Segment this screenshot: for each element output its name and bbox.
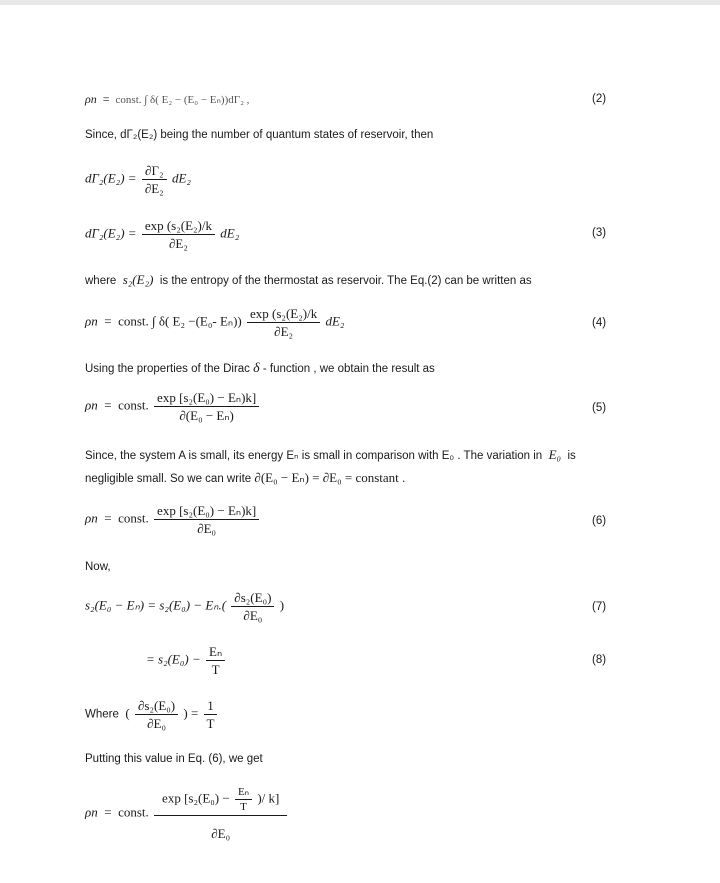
eq5-lhs: ρn bbox=[85, 397, 98, 413]
dirac-text-a: Using the properties of the Dirac bbox=[85, 363, 250, 375]
where-label: Where bbox=[85, 708, 119, 721]
paragraph-since-quantum-states: Since, dΓ₂(E₂) being the number of quantum states of reservoir, then bbox=[85, 129, 434, 141]
eq6-pre: const. bbox=[118, 510, 149, 526]
eq4-op: = bbox=[104, 313, 112, 329]
eq3-tail: dE₂ bbox=[220, 225, 240, 241]
paragraph-entropy bbox=[85, 272, 532, 288]
small-system-line2-text: negligible small. So we can write bbox=[85, 473, 252, 485]
final-inner-numerator: Eₙ bbox=[235, 786, 252, 800]
where-fraction-2 bbox=[204, 698, 218, 731]
final-numerator bbox=[154, 786, 287, 816]
paragraph-small-system-line1 bbox=[85, 447, 576, 463]
where-numerator-2: 1 bbox=[204, 698, 217, 715]
eq6-numerator: exp [s₂(E₀) − Eₙ)k] bbox=[154, 503, 259, 520]
final-inner-fraction bbox=[235, 786, 252, 813]
paragraph-dirac bbox=[85, 361, 435, 377]
eq7-tail: ) bbox=[279, 597, 285, 613]
eq2b-denominator: ∂E₂ bbox=[144, 181, 164, 196]
eq6-op: = bbox=[104, 510, 112, 526]
eq3-denominator: ∂E₂ bbox=[168, 236, 188, 251]
equation-number-3: (3) bbox=[592, 227, 607, 239]
final-num-pre: exp [s₂(E₀) − bbox=[162, 790, 230, 806]
eq2b-lhs: dΓ₂(E₂) = bbox=[85, 170, 137, 186]
eq8-lhs: = s₂(E₀) − bbox=[146, 651, 201, 667]
entropy-text: is the entropy of the thermostat as reservoir. The Eq.(2) can be written as bbox=[159, 275, 532, 287]
eq4-tail: dE₂ bbox=[325, 313, 345, 329]
eq2-lhs: ρn bbox=[85, 92, 97, 106]
equation-dgamma bbox=[85, 163, 191, 196]
eq5-numerator: exp [s₂(E₀) − Eₙ)k] bbox=[154, 390, 259, 407]
eq8-denominator: T bbox=[211, 662, 220, 677]
dirac-text-b: - function , we obtain the result as bbox=[262, 363, 435, 375]
eq2b-numerator: ∂Γ₂ bbox=[142, 163, 166, 180]
eq5-fraction bbox=[154, 390, 259, 423]
eq5-denominator: ∂(E₀ − Eₙ) bbox=[179, 408, 234, 423]
eq5-op: = bbox=[104, 397, 112, 413]
final-lhs: ρn bbox=[85, 804, 98, 820]
equation-7 bbox=[85, 590, 284, 623]
final-inner-denominator: T bbox=[240, 801, 247, 813]
equation-3 bbox=[85, 218, 239, 251]
inline-constant-equation: ∂(E₀ − Eₙ) = ∂E₀ = constant . bbox=[254, 470, 406, 485]
eq4-pre: const. ∫ δ( E₂ −(E₀- Eₙ)) bbox=[118, 313, 242, 329]
eq3-numerator: exp (s₂(E₂)/k bbox=[142, 218, 215, 235]
equation-number-4: (4) bbox=[592, 317, 607, 329]
eq7-fraction bbox=[231, 590, 274, 623]
equation-8 bbox=[146, 644, 227, 677]
paragraph-now: Now, bbox=[85, 561, 111, 573]
equation-6 bbox=[85, 503, 261, 536]
top-border bbox=[0, 0, 720, 5]
equation-number-8: (8) bbox=[592, 654, 607, 666]
final-fraction bbox=[154, 786, 287, 841]
eq8-numerator: Eₙ bbox=[206, 644, 225, 661]
eq8-fraction bbox=[206, 644, 225, 677]
where-mid: ) = bbox=[183, 705, 199, 721]
small-system-text: Since, the system A is small, its energy Eₙ is small in comparison with E₀ . The variation in bbox=[85, 450, 543, 462]
eq2-op: = bbox=[102, 92, 110, 106]
final-op: = bbox=[104, 804, 112, 820]
equation-number-2: (2) bbox=[592, 93, 607, 105]
paragraph-small-system-line2 bbox=[85, 470, 405, 486]
equation-number-7: (7) bbox=[592, 601, 607, 613]
equation-5 bbox=[85, 390, 261, 423]
equation-temperature-definition bbox=[85, 698, 220, 731]
eq6-lhs: ρn bbox=[85, 510, 98, 526]
where-denominator-2: T bbox=[206, 716, 215, 731]
eq4-lhs: ρn bbox=[85, 313, 98, 329]
entropy-where: where bbox=[85, 275, 117, 287]
where-fraction bbox=[135, 698, 178, 731]
equation-4 bbox=[85, 306, 344, 339]
eq6-fraction bbox=[154, 503, 259, 536]
eq7-numerator: ∂s₂(E₀) bbox=[231, 590, 274, 607]
eq4-denominator: ∂E₂ bbox=[274, 324, 294, 339]
eq3-fraction bbox=[142, 218, 215, 251]
small-system-is: is bbox=[567, 450, 576, 462]
equation-number-6: (6) bbox=[592, 515, 607, 527]
eq4-numerator: exp (s₂(E₂)/k bbox=[247, 306, 320, 323]
eq2b-fraction bbox=[142, 163, 167, 196]
eq7-denominator: ∂E₀ bbox=[243, 608, 263, 623]
entropy-symbol: s₂(E₂) bbox=[122, 272, 154, 287]
final-denominator: ∂E₀ bbox=[211, 826, 231, 841]
equation-final bbox=[85, 786, 289, 841]
eq5-pre: const. bbox=[118, 397, 149, 413]
equation-2 bbox=[85, 92, 249, 107]
eq2b-tail: dE₂ bbox=[171, 170, 191, 186]
eq4-fraction bbox=[247, 306, 320, 339]
final-num-post: )/ k] bbox=[257, 790, 280, 806]
dirac-delta-symbol: δ bbox=[253, 361, 260, 376]
equation-number-5: (5) bbox=[592, 402, 607, 414]
final-pre: const. bbox=[118, 804, 149, 820]
eq3-lhs: dΓ₂(E₂) = bbox=[85, 225, 137, 241]
eq2-rhs: const. ∫ δ( E₂ − (E₀ − Eₙ))dΓ₂ , bbox=[115, 94, 250, 106]
paragraph-putting: Putting this value in Eq. (6), we get bbox=[85, 753, 263, 765]
small-system-symbol: E₀ bbox=[548, 447, 562, 462]
eq7-lhs: s₂(E₀ − Eₙ) = s₂(E₀) − Eₙ.( bbox=[85, 597, 227, 613]
eq6-denominator: ∂E₀ bbox=[197, 521, 217, 536]
where-numerator: ∂s₂(E₀) bbox=[135, 698, 178, 715]
where-open-paren: ( bbox=[125, 705, 130, 721]
where-denominator: ∂E₀ bbox=[147, 716, 166, 731]
